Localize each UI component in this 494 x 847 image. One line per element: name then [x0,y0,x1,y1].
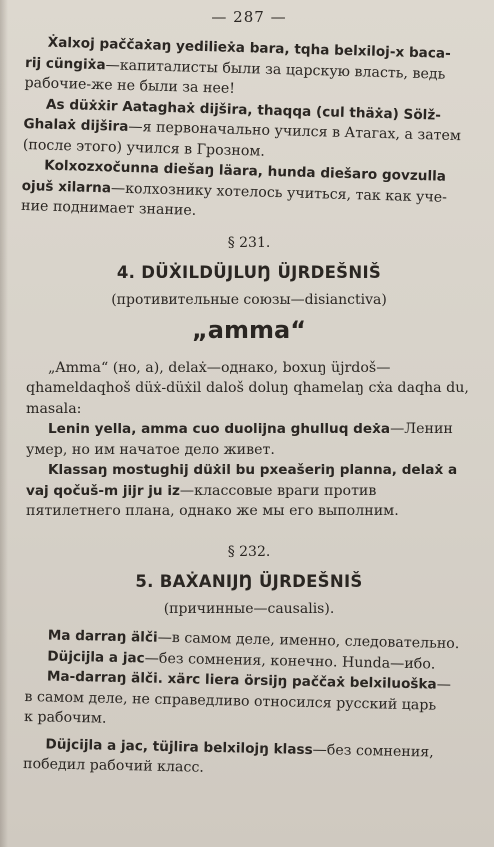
text-line: победил рабочий класс. [22,755,205,776]
text-line: в самом деле, не справедливо относился русский царь [24,687,437,713]
section-231 [26,235,472,522]
text-line: As düẋẋir Aataghaẋ dijšira, thaqqa (cul thäẋa) Sölž- [45,96,442,124]
text-line: ojuš xilarna—колхознику хотелось учиться, так как уче- [21,177,448,206]
paragraph: „Amma“ (но, а), delaẋ—однако, boxuŋ üjrdoš—qhameldaqhoš düẋ-düẋil daloš doluŋ qhamelaŋ cẋa daqha du, masala: [26,359,469,417]
text-line: рабочие-же не были за нее! [24,74,236,97]
text-line: (после этого) учился в Грозном. [22,136,266,160]
gutter-shadow [0,0,8,847]
text-line: Ẋalxoj paččaẋaŋ yedilieẋa bara, tqha belxiloj-x baca- [47,34,451,62]
example-block-2 [23,625,472,784]
text-line: Ma-darraŋ älči. xärc liera örsijŋ paččaẋ belxiluoška— [46,667,452,693]
text-line: ние поднимает знание. [20,197,197,219]
section-number: § 231. [227,234,271,251]
text-line: Düjcijla a jac, tüjlira belxilojŋ klass—без сомнения, [45,735,434,760]
keyword-title: „amma“ [192,315,306,344]
section-232 [22,543,472,776]
text-line: Ghalaẋ dijšira—я первоначально учился в Атагах, а затем [23,115,462,145]
text-line: rij cüngiẋa—капиталисты были за царскую власть, ведь [24,54,446,83]
section-number: § 232. [227,543,271,560]
text-line: Kolxozxočunna diešaŋ läara, hunda diešaro govzulla [44,157,447,185]
text-line: Düjcijla a jac—без сомнения, конечно. Hunda—ибо. [47,647,436,672]
section-subtitle: (причинные—causalis). [163,600,335,617]
page-number: — 287 — [211,8,287,26]
example-line: Lenin yella, amma cuo duolijna ghulluq deẋa—Ленин умер, но им начатое дело живет. [26,421,453,458]
section-heading: 4. DÜẊILDÜJLUŊ ÜJRDEŠNIŠ [116,262,382,282]
text-line: к рабочим. [23,708,107,727]
section-heading: 5. BAẊANIJŊ ÜJRDEŠNIŠ [135,571,363,591]
text-line: Ma darraŋ älči—в самом деле, именно, следовательно. [47,626,460,652]
example-block-1 [21,32,472,229]
example-line: Klassaŋ mostughij düẋil bu pxeašeriŋ planna, delaẋ a vaj qočuš-m jijr ju iz—классовые враги против пятилетнего плана, однако же мы его выполним. [26,462,458,519]
section-subtitle: (противительные союзы—disianctiva) [111,291,387,308]
